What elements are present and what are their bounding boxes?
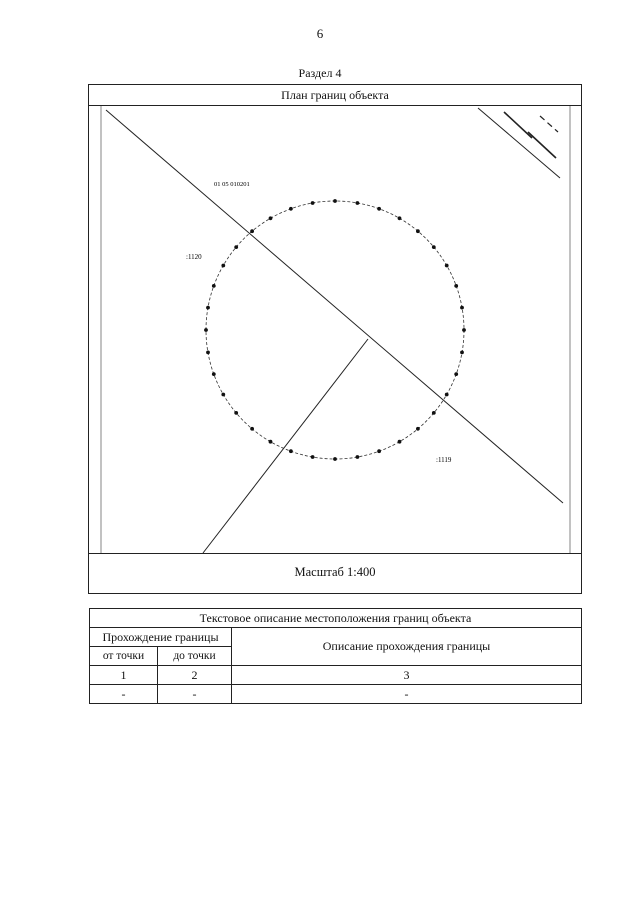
boundary-point (250, 427, 254, 431)
boundary-point (250, 229, 254, 233)
boundary-point (460, 306, 464, 310)
boundary-point (454, 284, 458, 288)
boundary-point (212, 284, 216, 288)
boundary-point (377, 449, 381, 453)
table-title-row (90, 609, 582, 628)
boundary-point (454, 372, 458, 376)
boundary-point (269, 440, 273, 444)
table-header-row (90, 628, 582, 647)
table-row (90, 685, 582, 704)
parcel-boundary-diagonal (106, 110, 563, 503)
boundary-point (221, 393, 225, 397)
corner-hatch-line (478, 108, 560, 178)
boundary-point (356, 455, 360, 459)
parcel-cadastral-label: 01 05 010201 (214, 181, 250, 188)
boundary-point (234, 245, 238, 249)
plan-title: План границ объекта (88, 84, 582, 106)
boundary-point (311, 201, 315, 205)
boundary-point (333, 457, 337, 461)
object-boundary-circle (206, 201, 464, 459)
boundary-point (212, 372, 216, 376)
boundary-description-table (89, 608, 582, 704)
parcel-boundary-branch (203, 339, 368, 553)
boundary-point (206, 351, 210, 355)
boundary-point (356, 201, 360, 205)
boundary-point (333, 199, 337, 203)
boundary-point (445, 393, 449, 397)
boundary-point (460, 351, 464, 355)
column-number: 2 (158, 666, 232, 685)
section-title: Раздел 4 (298, 66, 342, 80)
boundary-points (204, 199, 466, 461)
column-boundary-description: Описание прохождения границы (232, 628, 582, 666)
boundary-point (398, 216, 402, 220)
boundary-point (289, 449, 293, 453)
boundary-point (289, 207, 293, 211)
boundary-point (204, 328, 208, 332)
table-number-row (90, 666, 582, 685)
plan-scale: Масштаб 1:400 (88, 553, 582, 594)
boundary-point (269, 216, 273, 220)
page-number: 6 (316, 26, 324, 41)
column-boundary-passage: Прохождение границы (90, 628, 232, 647)
table-cell: - (232, 685, 582, 704)
boundary-point (377, 207, 381, 211)
table-cell: - (158, 685, 232, 704)
column-from-point: от точки (90, 647, 158, 666)
boundary-point (311, 455, 315, 459)
boundary-point (234, 411, 238, 415)
boundary-point (416, 427, 420, 431)
table-cell: - (90, 685, 158, 704)
neighbor-parcel-label-left: :1120 (186, 253, 202, 261)
column-to-point: до точки (158, 647, 232, 666)
boundary-point (432, 245, 436, 249)
boundary-point (416, 229, 420, 233)
boundary-point (206, 306, 210, 310)
boundary-point (432, 411, 436, 415)
boundary-point (221, 264, 225, 268)
neighbor-parcel-label-right: :1119 (436, 456, 452, 464)
corner-hatch-dash (540, 116, 558, 132)
table-title: Текстовое описание местоположения границ объекта (90, 609, 582, 628)
boundary-point (462, 328, 466, 332)
boundary-point (398, 440, 402, 444)
column-number: 1 (90, 666, 158, 685)
column-number: 3 (232, 666, 582, 685)
boundary-point (445, 264, 449, 268)
